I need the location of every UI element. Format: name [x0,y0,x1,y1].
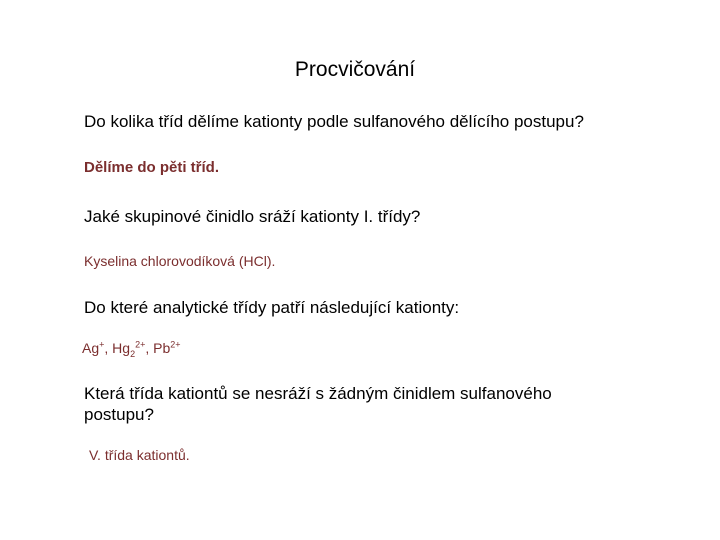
answer-1: Dělíme do pěti tříd. [84,159,220,176]
question-1: Do kolika tříd dělíme kationty podle sulfanového dělícího postupu? [84,112,584,131]
separator-2: , [145,340,154,356]
answer-3 [82,339,181,359]
cation-hg-subscript: 2 [130,348,136,359]
cation-ag-charge: + [99,339,105,350]
cation-ag: Ag [82,340,100,356]
question-4: Která třída kationtů se nesráží s žádným činidlem sulfanového postupu? [84,384,552,424]
cation-pb: Pb [153,340,171,356]
cation-hg: Hg [112,340,131,356]
slide-title: Procvičování [294,58,416,81]
cation-hg-charge: 2+ [135,339,146,350]
question-3: Do které analytické třídy patří následující kationty: [84,298,460,317]
question-2: Jaké skupinové činidlo sráží kationty I. třídy? [84,207,421,226]
answer-2: Kyselina chlorovodíková (HCl). [84,253,276,269]
answer-4: V. třída kationtů. [89,447,190,463]
cation-pb-charge: 2+ [170,339,181,350]
separator-1: , [104,340,113,356]
